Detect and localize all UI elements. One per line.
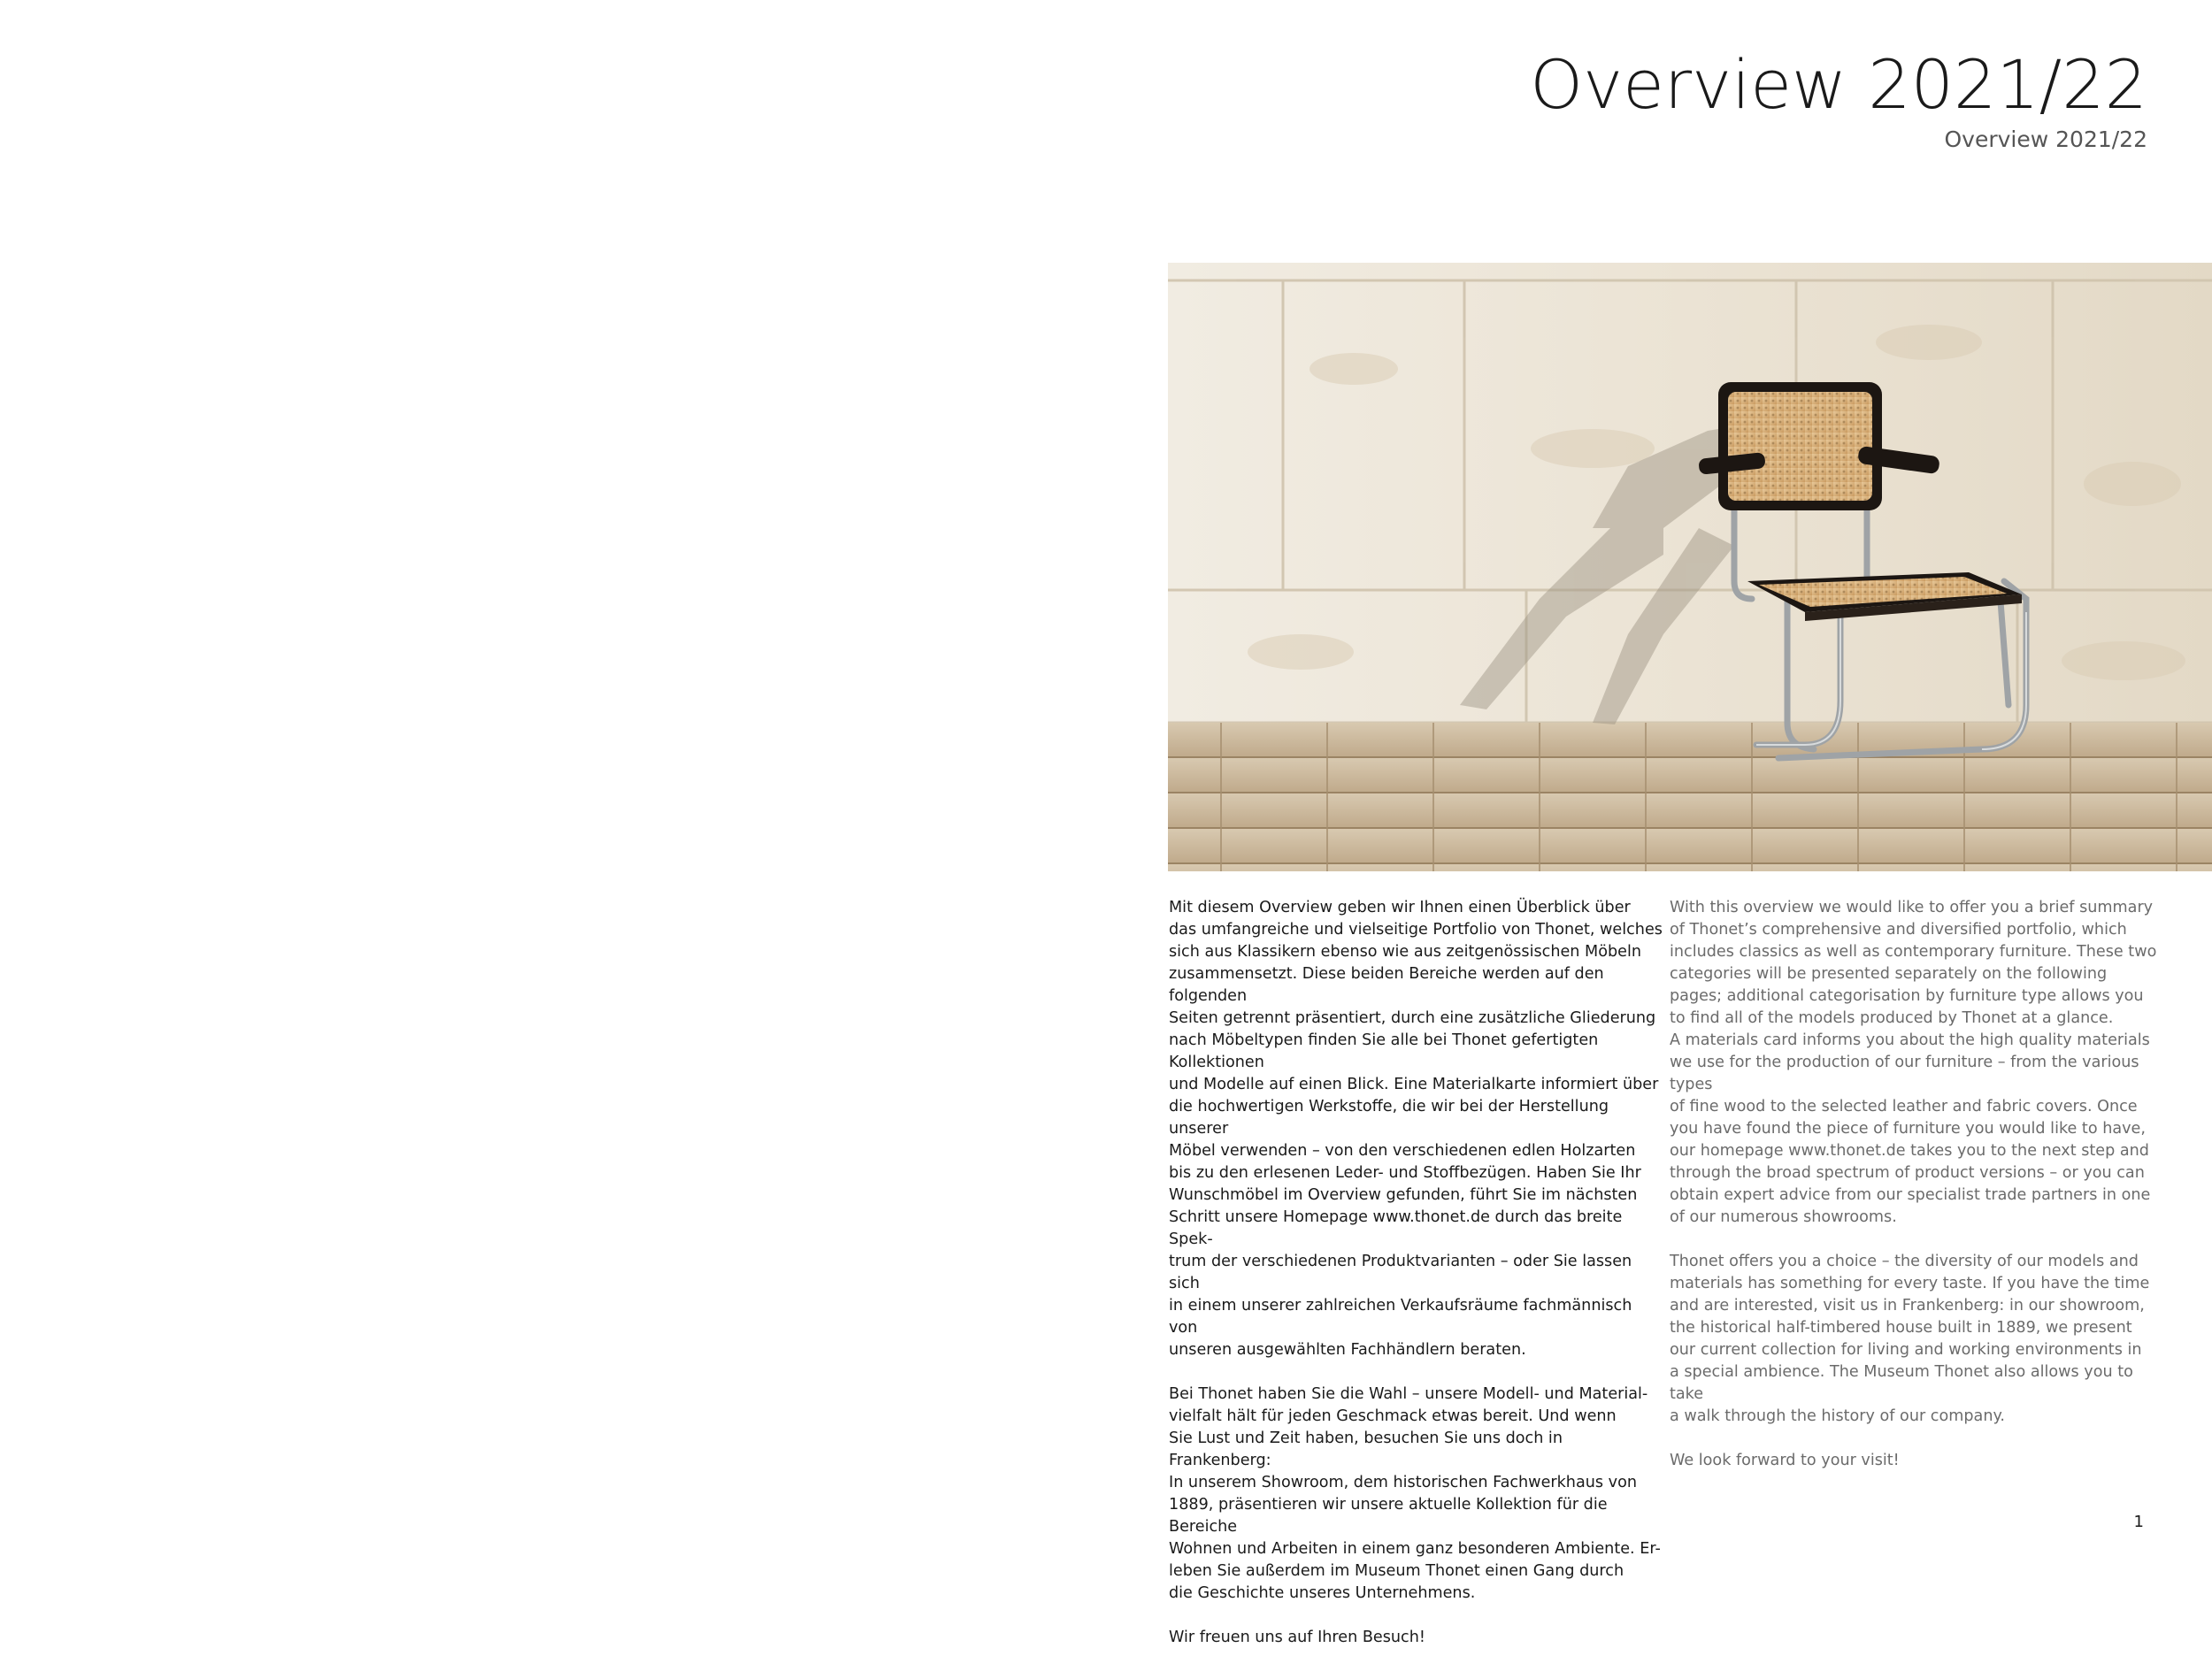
german-paragraph-1: Mit diesem Overview geben wir Ihnen einen Überblick über das umfangreiche und vielseitige Portfolio von Thonet, welches sich aus Klassikern ebenso wie aus zeitgenössischen Möbeln zusammensetzt. Diese beiden Bereiche werden auf den folgenden Seiten getrennt präsentiert, durch eine zusätzliche Gliederung nach Möbeltypen finden Sie alle bei Thonet gefertigten Kollektionen und Modelle auf einen Blick. Eine Materialkarte informiert über die hochwertigen Werkstoffe, die wir bei der Herstellung unserer Möbel verwenden – von den verschiedenen edlen Holzarten bis zu den erlesenen Leder- und Stoffbezügen. Haben Sie Ihr Wunschmöbel im Overview gefunden, führt Sie im nächsten Schritt unsere Homepage www.thonet.de durch das breite Spek- trum der verschiedenen Produktvarianten – oder Sie lassen sich in einem unserer zahlreichen Verkaufsräume fachmännisch von unseren ausgewählten Fachhändlern beraten. [1169,899,1663,1359]
english-paragraph-3: We look forward to your visit! [1670,1452,1900,1469]
german-paragraph-3: Wir freuen uns auf Ihren Besuch! [1169,1629,1425,1646]
english-text-column [1670,897,2161,1494]
english-paragraph-1: With this overview we would like to offer you a brief summary of Thonet’s comprehensive and diversified portfolio, which includes classics as well as contemporary furniture. These two categories will be presented separately on the following pages; additional categorisation by furniture type allows you to find all of the models produced by Thonet at a glance. A materials card informs you about the high quality materials we use for the production of our furniture – from the various types of fine wood to the selected leather and fabric covers. Once you have found the piece of furniture you would like to have, our homepage www.thonet.de takes you to the next step and through the broad spectrum of product versions – or you can obtain expert advice from our specialist trade partners in one of our numerous showrooms. [1670,899,2157,1226]
page-title: Overview 2021/22 [1530,45,2147,124]
german-text-column [1169,897,1664,1671]
page-subtitle: Overview 2021/22 [1944,126,2147,152]
german-paragraph-2: Bei Thonet haben Sie die Wahl – unsere Modell- und Material- vielfalt hält für jeden Geschmack etwas bereit. Und wenn Sie Lust und Zeit haben, besuchen Sie uns doch in Frankenberg: In unserem Showroom, dem historischen Fachwerkhaus von 1889, präsentieren wir unsere aktuelle Kollektion für die Bereiche Wohnen und Arbeiten in einem ganz besonderen Ambiente. Er- leben Sie außerdem im Museum Thonet einen Gang durch die Geschichte unseres Unternehmens. [1169,1385,1661,1602]
chair-photo-illustration [1168,263,2212,871]
page-number: 1 [2133,1513,2144,1531]
english-paragraph-2: Thonet offers you a choice – the diversity of our models and materials has something for every taste. If you have the time and are interested, visit us in Frankenberg: in our showroom, the historical half-timbered house built in 1889, we present our current collection for living and working environments in a special ambience. The Museum Thonet also allows you to take a walk through the history of our company. [1670,1253,2150,1425]
cantilever-chair-photo [1168,263,2212,871]
